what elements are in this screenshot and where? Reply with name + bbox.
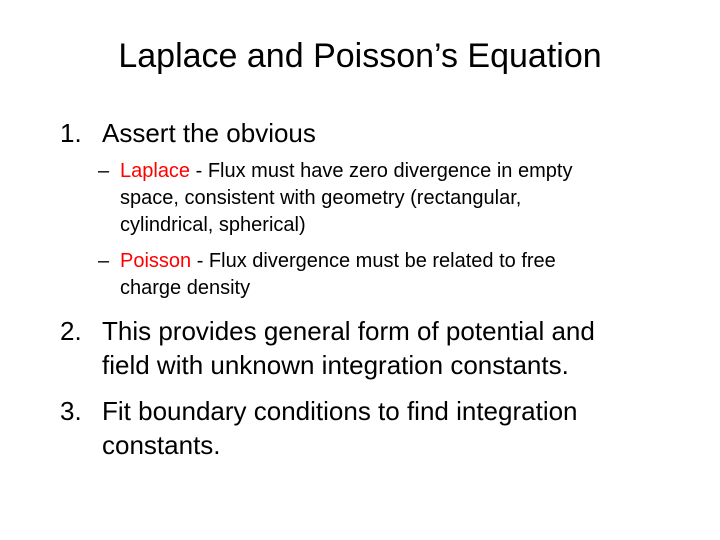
dash-bullet: – [98,160,110,182]
laplace-desc: - Flux must have zero divergence in empty [190,160,573,182]
list-item-text [102,394,578,462]
list-item-text [102,314,595,382]
list-item-line: field with unknown integration constants. [102,350,569,380]
subitem-line [120,158,572,185]
list-number: 2. [60,316,82,346]
slide-title: Laplace and Poisson’s Equation [118,37,602,75]
list-number: 1. [60,118,82,148]
subitem-line [120,248,556,275]
dash-bullet: – [98,250,110,272]
subitem-line: charge density [120,277,251,299]
poisson-desc: - Flux divergence must be related to free [191,250,556,272]
subitem-text [120,158,572,239]
list-item-line: constants. [102,430,221,460]
list-item-line: Fit boundary conditions to find integration [102,396,578,426]
subitem-text [120,248,556,302]
subitem-line: space, consistent with geometry (rectangular, [120,187,522,209]
list-number: 3. [60,396,82,426]
subitem-line: cylindrical, spherical) [120,214,306,236]
poisson-term: Poisson [120,250,192,272]
laplace-term: Laplace [120,160,191,182]
list-item-line: This provides general form of potential and [102,316,595,346]
list-item-text: Assert the obvious [102,118,316,148]
